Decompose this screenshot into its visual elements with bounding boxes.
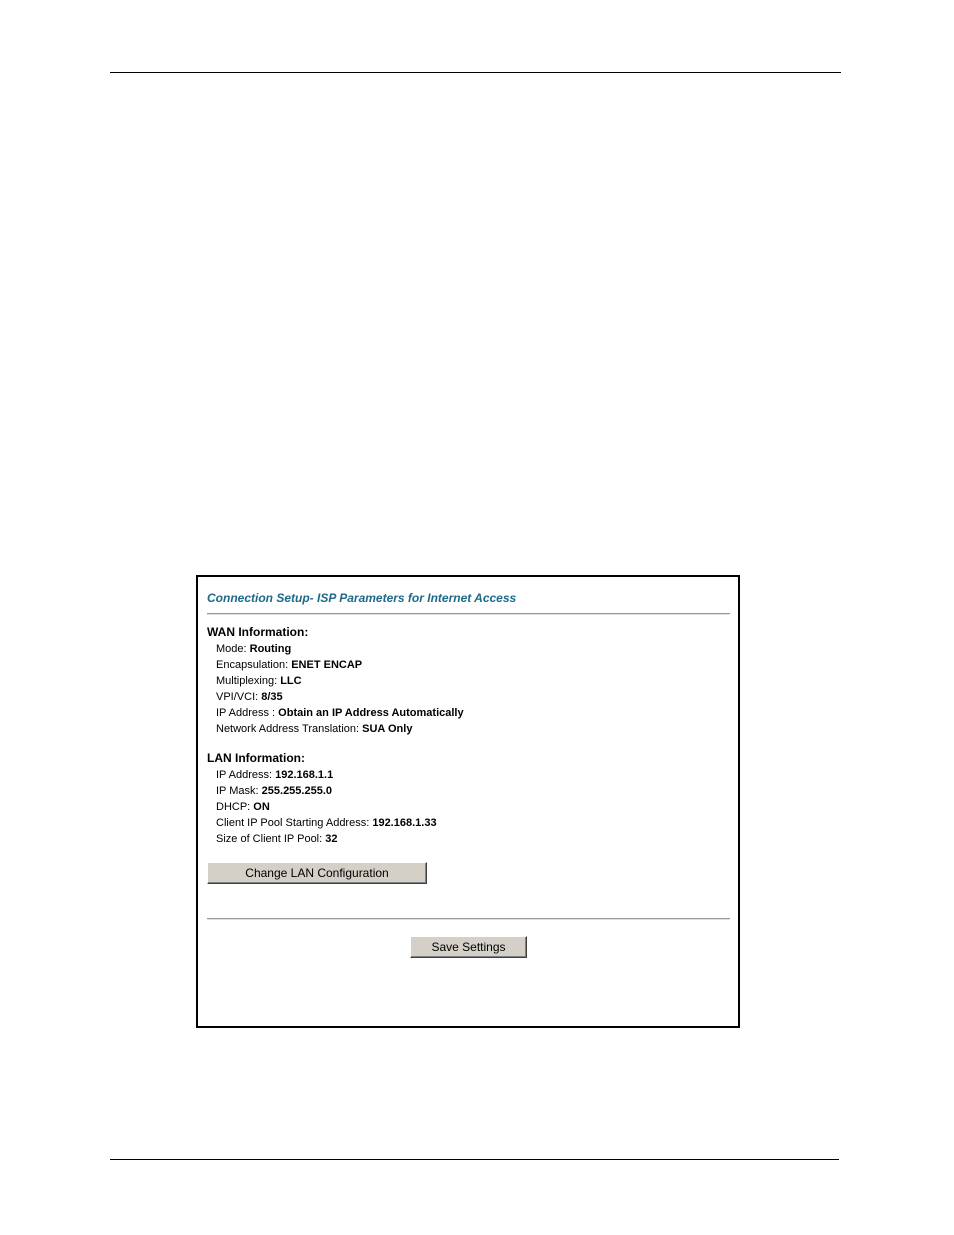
lan-info-heading	[207, 751, 305, 765]
lan-pool-size-row	[216, 831, 437, 847]
wan-vpi-vci-label: VPI/VCI:	[216, 691, 262, 703]
title-divider	[207, 613, 730, 615]
lan-info-heading-text: LAN Information:	[207, 751, 305, 765]
wan-mode-label: Mode:	[216, 643, 250, 655]
wan-vpi-vci-value: 8/35	[261, 691, 283, 703]
lan-ip-mask-label: IP Mask:	[216, 785, 262, 797]
save-settings-button[interactable]: Save Settings	[410, 936, 527, 958]
wan-encapsulation-row	[216, 657, 464, 673]
wan-mode-value: Routing	[249, 643, 292, 655]
lan-ip-address-row	[216, 767, 437, 783]
lan-ip-mask-row	[216, 783, 437, 799]
lan-pool-size-label: Size of Client IP Pool:	[216, 833, 326, 845]
footer-divider	[207, 918, 730, 920]
wan-info-heading: WAN Information:	[207, 625, 309, 639]
panel-title: Connection Setup- ISP Parameters for Internet Access	[207, 591, 517, 605]
wan-mode-row	[216, 641, 464, 657]
lan-ip-address-value: 192.168.1.1	[275, 769, 334, 781]
wan-nat-label: Network Address Translation:	[216, 723, 363, 735]
wan-vpi-vci-row	[216, 689, 464, 705]
wan-ip-address-row	[216, 705, 464, 721]
page-footer-rule	[110, 1159, 839, 1160]
wan-ip-address-label: IP Address :	[216, 707, 279, 719]
lan-pool-start-value: 192.168.1.33	[372, 817, 437, 829]
wan-nat-value: SUA Only	[362, 723, 413, 735]
change-lan-configuration-button[interactable]: Change LAN Configuration	[207, 862, 427, 884]
lan-info-list	[216, 767, 437, 847]
wan-multiplexing-value: LLC	[280, 675, 302, 687]
lan-dhcp-label: DHCP:	[216, 801, 254, 813]
wan-multiplexing-label: Multiplexing:	[216, 675, 281, 687]
wan-nat-row	[216, 721, 464, 737]
lan-pool-start-label: Client IP Pool Starting Address:	[216, 817, 373, 829]
lan-pool-size-value: 32	[325, 833, 338, 845]
lan-pool-start-row	[216, 815, 437, 831]
lan-ip-address-label: IP Address:	[216, 769, 276, 781]
lan-dhcp-value: ON	[253, 801, 270, 813]
wan-ip-address-value: Obtain an IP Address Automatically	[278, 707, 464, 719]
wan-multiplexing-row	[216, 673, 464, 689]
page-header-rule	[110, 72, 841, 73]
lan-dhcp-row	[216, 799, 437, 815]
wan-encapsulation-value: ENET ENCAP	[291, 659, 363, 671]
isp-parameters-panel	[196, 575, 740, 1028]
wan-info-list	[216, 641, 464, 737]
lan-ip-mask-value: 255.255.255.0	[261, 785, 333, 797]
wan-encapsulation-label: Encapsulation:	[216, 659, 292, 671]
